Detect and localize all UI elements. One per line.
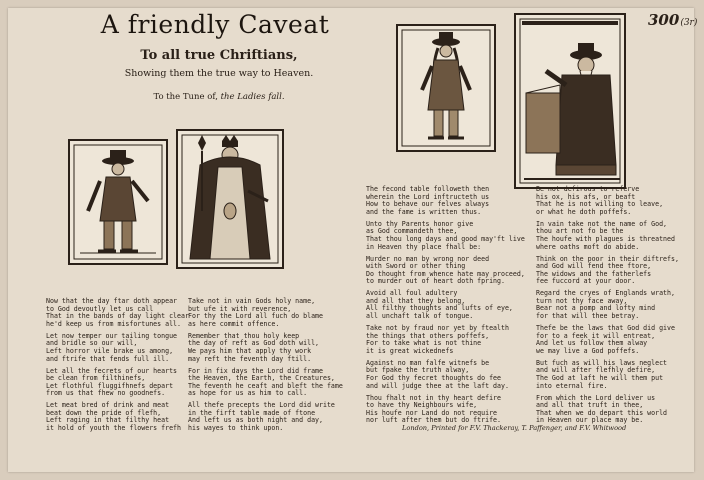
subtitle: To all true Chriftians,: [140, 48, 298, 63]
stanza: [188, 368, 343, 398]
verse-line: wherein the Lord inftructeth us: [366, 192, 490, 201]
verse-line: where oaths moft do abide.: [536, 242, 640, 251]
stanza: [366, 256, 525, 286]
stanza: [188, 333, 343, 363]
stanza: [536, 221, 679, 251]
verse-line: it is great wickednefs: [366, 346, 454, 355]
verse-line: Now that the day ftar doth appear: [46, 297, 178, 305]
verse-line: to God devoutly let us call: [46, 304, 154, 313]
verse-line: His houfe nor Land do not require: [366, 408, 498, 417]
verse-line: Avoid all foul adultery: [366, 289, 458, 298]
verse-line: as God commandeth thee,: [366, 227, 458, 236]
tune-name: the Ladies fall.: [220, 92, 285, 102]
stanza: [366, 186, 525, 216]
verse-column-2: [188, 298, 343, 437]
stanza: [536, 290, 679, 320]
verse-line: turn not thy face away,: [536, 296, 628, 305]
imprint-text: Printed for F.V. Thackeray, T. Paffenger, and F.V. Whitwood: [431, 424, 627, 432]
verse-line: Murder no man by wrong nor deed: [366, 254, 490, 263]
verse-line: and all that they belong,: [366, 296, 466, 305]
verse-column-4: [536, 186, 679, 429]
verse-line: Take not by fraud nor yet by ftealth: [366, 324, 509, 333]
verse-line: and ftrife that fends full ill.: [46, 354, 170, 363]
stanza: [536, 186, 679, 216]
verse-line: from us that fhew no goodnefs.: [46, 389, 166, 398]
verse-line: The houfe with plagues is threatned: [536, 234, 675, 243]
woodcut-gentleman: [396, 24, 496, 152]
verse-line: Let flothful fluggifhnefs depart: [46, 381, 174, 390]
verse-line: Be not defirous to referve: [536, 185, 640, 193]
stanza: [366, 221, 525, 251]
verse-line: Thou fhalt not in thy heart defire: [366, 393, 501, 402]
verse-line: The feventh he ceaft and bleft the fame: [188, 381, 343, 390]
verse-line: For to take what is not thine: [366, 339, 482, 348]
stanza: [46, 298, 189, 328]
stanza: [366, 395, 525, 425]
stanza: [46, 402, 189, 432]
verse-line: and the fame is written thus.: [366, 207, 482, 216]
verse-line: The widows and the fatherlefs: [536, 269, 652, 278]
stanza: [536, 360, 679, 390]
verse-line: That when we do depart this world: [536, 408, 668, 417]
gentleman-icon: [398, 26, 494, 150]
verse-line: And left us as both night and day,: [188, 416, 323, 425]
verse-line: his wayes to think upon.: [188, 424, 284, 433]
verse-line: and all that truft in thee,: [536, 401, 644, 410]
stanza: [366, 290, 525, 320]
verse-line: For God thy fecret thoughts do fee: [366, 374, 501, 383]
stanza: [536, 256, 679, 286]
verse-line: as hope for us as him to call.: [188, 389, 308, 398]
verse-line: but ufe it with reverence,: [188, 304, 292, 313]
verse-line: That in the bands of day light clear: [46, 312, 189, 321]
tune-prefix: To the Tune of,: [153, 92, 218, 102]
verse-line: We pays him that apply thy work: [188, 346, 312, 355]
stanza: [536, 325, 679, 355]
verse-line: with Sword or other thing: [366, 262, 466, 271]
verse-line: the things that others poffefs,: [366, 331, 490, 340]
stanza: [536, 395, 679, 425]
stanza: [366, 325, 525, 355]
verse-line: and will judge thee at the laft day.: [366, 381, 509, 390]
woodcut-seated-old-man: [514, 13, 626, 189]
verse-line: into eternal fire.: [536, 381, 608, 390]
verse-line: Regard the cryes of Englands wrath,: [536, 289, 675, 298]
verse-line: Thefe be the laws that God did give: [536, 324, 675, 333]
verse-line: beat down the pride of flefh,: [46, 408, 162, 417]
woodcut-man-in-hat: [68, 139, 168, 265]
page-number-small: (3r): [680, 18, 698, 28]
verse-line: But fuch as will his laws neglect: [536, 358, 668, 367]
verse-line: fee fuccord at your door.: [536, 277, 636, 286]
verse-line: for that will thee betray.: [536, 312, 640, 321]
broadside-sheet: [8, 8, 698, 472]
woodcut-crowned-queen: [176, 129, 284, 269]
seated-old-man-icon: [516, 15, 624, 187]
page-number-value: 300: [648, 11, 680, 29]
verse-line: The God at laft he will them put: [536, 374, 664, 383]
verse-line: and will after flefhly defire,: [536, 366, 656, 375]
verse-line: All filthy thoughts and lufts of eye,: [366, 304, 513, 313]
verse-line: all unchaft talk of tongue.: [366, 312, 474, 321]
subtitle-secondary: Showing them the true way to Heaven.: [124, 68, 314, 79]
verse-line: Remember that thou holy keep: [188, 331, 300, 340]
verse-line: may reft the feventh day ftill.: [188, 354, 312, 363]
verse-line: Against no man falfe witnefs be: [366, 358, 490, 367]
verse-line: be clean from filthinefs,: [46, 374, 146, 383]
verse-line: to have thy Neighbours wife,: [366, 401, 478, 410]
verse-line: for to a feek it will entreat,: [536, 331, 656, 340]
verse-line: the Heaven, the Earth, the Creatures,: [188, 374, 335, 383]
stanza: [46, 368, 189, 398]
verse-line: we may live a God poffefs.: [536, 346, 640, 355]
verse-line: Think on the poor in their diftrefs,: [536, 254, 679, 263]
verse-line: In vain take not the name of God,: [536, 219, 668, 228]
verse-line: the day of reft as God doth will,: [188, 339, 320, 348]
verse-column-3: [366, 186, 525, 429]
verse-line: The fecond table followeth then: [366, 185, 490, 193]
verse-line: All thefe precepts the Lord did write: [188, 401, 335, 410]
verse-line: Let all the fecrets of our hearts: [46, 366, 178, 375]
stanza: [366, 360, 525, 390]
page-title: A friendly Caveat: [100, 10, 330, 39]
verse-line: in the firft table made of ftone: [188, 408, 316, 417]
verse-line: Take not in vain Gods holy name,: [188, 297, 316, 305]
imprint: [402, 424, 626, 432]
verse-line: From which the Lord deliver us: [536, 393, 656, 402]
verse-column-1: [46, 298, 189, 437]
verse-line: Left raging in that filthy heat: [46, 416, 170, 425]
verse-line: Left horror vile brake us among,: [46, 346, 174, 355]
verse-line: nor luft after them but do ftrife.: [366, 416, 501, 425]
verse-line: and bridle so our will,: [46, 339, 138, 348]
verse-line: That thou long days and good may'ft live: [366, 234, 525, 243]
verse-line: Unto thy Parents honor give: [366, 219, 474, 228]
verse-line: Do thought from whence hate may proceed,: [366, 269, 525, 278]
verse-line: it hold of youth the flowers frefh: [46, 424, 181, 433]
stanza: [188, 402, 343, 432]
verse-line: And let us follow them alway: [536, 339, 648, 348]
verse-line: Bear not a pomp and lofty mind: [536, 304, 656, 313]
verse-line: in Heaven thy place fhall be:: [366, 242, 482, 251]
tune-line: [104, 92, 334, 102]
crowned-queen-icon: [178, 131, 282, 267]
verse-line: as here commit offence.: [188, 319, 280, 328]
verse-line: Let now temper our tailing tongue: [46, 331, 178, 340]
verse-line: Let meat bred of drink and meat: [46, 401, 170, 410]
imprint-place: London,: [402, 424, 430, 432]
verse-line: but fpake the truth alway,: [366, 366, 470, 375]
verse-line: thou art not fo be the: [536, 227, 624, 236]
verse-line: to murder out of heart doth fpring.: [366, 277, 505, 286]
verse-line: For in fix days the Lord did frame: [188, 366, 323, 375]
verse-line: How to behave our felves always: [366, 200, 490, 209]
verse-line: he'd keep us from misfortunes all.: [46, 319, 181, 328]
verse-line: in Heaven our place may be.: [536, 416, 644, 425]
stanza: [46, 333, 189, 363]
page-number: [648, 11, 697, 29]
man-in-hat-icon: [70, 141, 166, 263]
verse-line: his ox, his afs, or beaft: [536, 192, 636, 201]
verse-line: That he is not willing to leave,: [536, 200, 664, 209]
verse-line: or what he doth poffefs.: [536, 207, 632, 216]
stanza: [188, 298, 343, 328]
verse-line: and God will fend thee ftore,: [536, 262, 652, 271]
verse-line: For thy the Lord all fuch do blame: [188, 312, 323, 321]
